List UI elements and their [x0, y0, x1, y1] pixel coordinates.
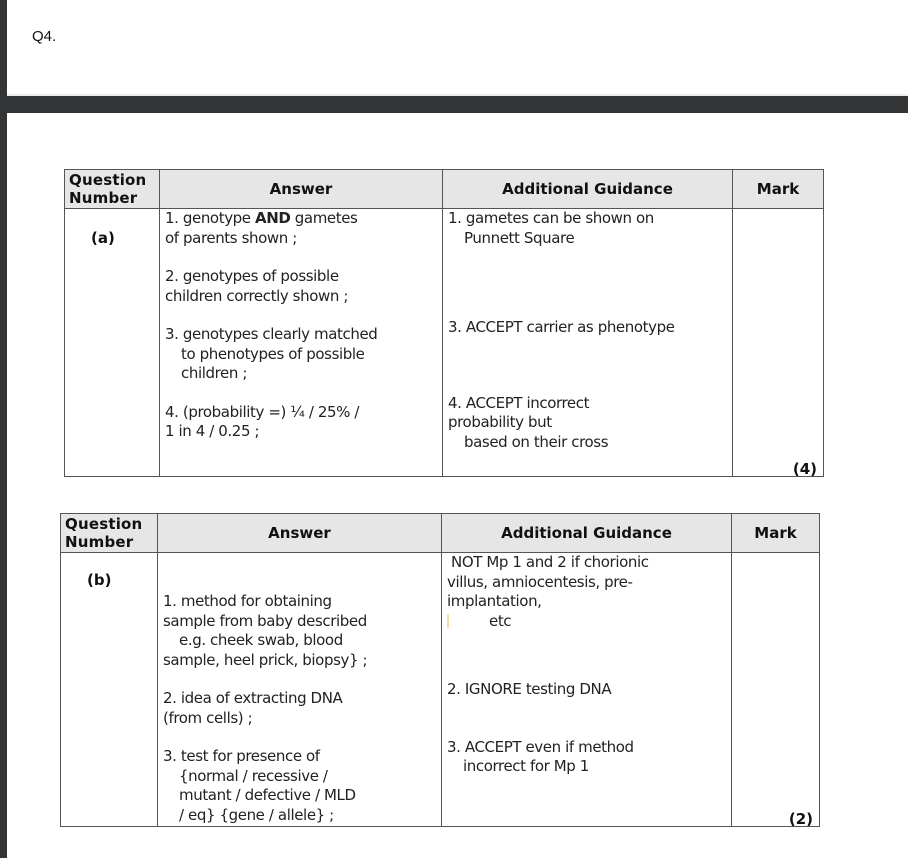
answer-text: 1 in 4 / 0.25 ;: [165, 422, 260, 440]
table-header-row: [65, 170, 824, 209]
guidance-text: Punnett Square: [464, 228, 575, 247]
guidance-text: etc: [489, 611, 512, 630]
answer-text: 1. genotype: [165, 209, 255, 227]
mark-cell: [732, 553, 820, 827]
header-mark: Mark: [733, 170, 824, 209]
guidance-text: incorrect for Mp 1: [463, 757, 589, 775]
answer-text: 1. method for obtaining: [163, 592, 332, 610]
window-left-edge: [0, 0, 7, 858]
guidance-text: villus, amniocentesis, pre-: [447, 572, 633, 591]
answer-text: gametes: [290, 209, 358, 227]
mark-total: (2): [788, 810, 813, 828]
header-question-text: Question: [69, 171, 147, 189]
page-separator: [7, 96, 908, 113]
header-question-number: [61, 514, 158, 553]
guidance-point-1: [448, 209, 728, 248]
guidance-text: based on their cross: [464, 432, 609, 451]
answer-point-1: [163, 592, 437, 670]
answer-text: 2. genotypes of possible: [165, 267, 339, 285]
answer-text: 2. idea of extracting DNA: [163, 689, 343, 707]
answer-point-1: [165, 209, 438, 248]
guidance-text: 4. ACCEPT incorrect: [448, 393, 590, 412]
guidance-point-1: [447, 553, 727, 631]
guidance-point-3: [448, 318, 728, 338]
answer-cell: [160, 209, 443, 477]
guidance-point-4: [448, 394, 728, 453]
header-answer: Answer: [160, 170, 443, 209]
answer-text: children ;: [181, 364, 248, 382]
guidance-text: 2. IGNORE testing DNA: [447, 680, 612, 698]
answer-text: sample from baby described: [163, 611, 367, 630]
guidance-text: implantation,: [447, 592, 542, 610]
answer-text: {normal / recessive /: [179, 766, 328, 785]
highlight-mark: [447, 614, 449, 628]
guidance-text: 3. ACCEPT even if method: [447, 737, 634, 756]
answer-text: to phenotypes of possible: [181, 344, 365, 363]
header-number-text: Number: [69, 189, 138, 207]
answer-text: 4. (probability =) ¼ / 25% /: [165, 402, 360, 421]
question-number-cell: [65, 209, 160, 477]
answer-text: mutant / defective / MLD: [179, 786, 356, 804]
table-row: [65, 209, 824, 477]
table-header-row: [61, 514, 820, 553]
guidance-text: probability but: [448, 413, 552, 431]
header-question-number: [65, 170, 160, 209]
header-guidance: Additional Guidance: [443, 170, 733, 209]
header-answer: Answer: [158, 514, 442, 553]
answer-point-2: [165, 267, 438, 306]
answer-text: of parents shown ;: [165, 228, 297, 247]
answer-text: 3. test for presence of: [163, 747, 320, 765]
answer-text: e.g. cheek swab, blood: [179, 631, 343, 649]
answer-point-3: [163, 747, 437, 825]
guidance-cell: [443, 209, 733, 477]
guidance-text: 1. gametes can be shown on: [448, 209, 654, 227]
header-number-text: Number: [65, 533, 134, 551]
header-question-text: Question: [65, 515, 143, 533]
table-row: [61, 553, 820, 827]
guidance-cell: [442, 553, 732, 827]
guidance-text: NOT Mp 1 and 2 if chorionic: [451, 553, 649, 571]
question-label: Q4.: [32, 28, 57, 45]
answer-text: (from cells) ;: [163, 708, 253, 727]
question-part-label: (a): [91, 229, 115, 247]
answer-point-2: [163, 689, 437, 728]
mark-scheme-table-a: [64, 169, 824, 477]
answer-text: 3. genotypes clearly matched: [165, 325, 378, 343]
header-mark: Mark: [732, 514, 820, 553]
answer-text: sample, heel prick, biopsy} ;: [163, 650, 368, 669]
guidance-text: 3. ACCEPT carrier as phenotype: [448, 318, 675, 336]
question-number-cell: [61, 553, 158, 827]
answer-point-3: [165, 325, 438, 384]
guidance-point-3: [447, 738, 727, 777]
answer-text: children correctly shown ;: [165, 286, 348, 305]
answer-cell: [158, 553, 442, 827]
mark-cell: [733, 209, 824, 477]
answer-point-4: [165, 403, 438, 442]
mark-total: (4): [792, 460, 817, 478]
guidance-point-2: [447, 680, 727, 700]
mark-scheme-table-b: [60, 513, 820, 827]
answer-text: / eq} {gene / allele} ;: [179, 805, 334, 824]
question-part-label: (b): [87, 571, 112, 589]
answer-emphasis: AND: [255, 209, 291, 227]
header-guidance: Additional Guidance: [442, 514, 732, 553]
